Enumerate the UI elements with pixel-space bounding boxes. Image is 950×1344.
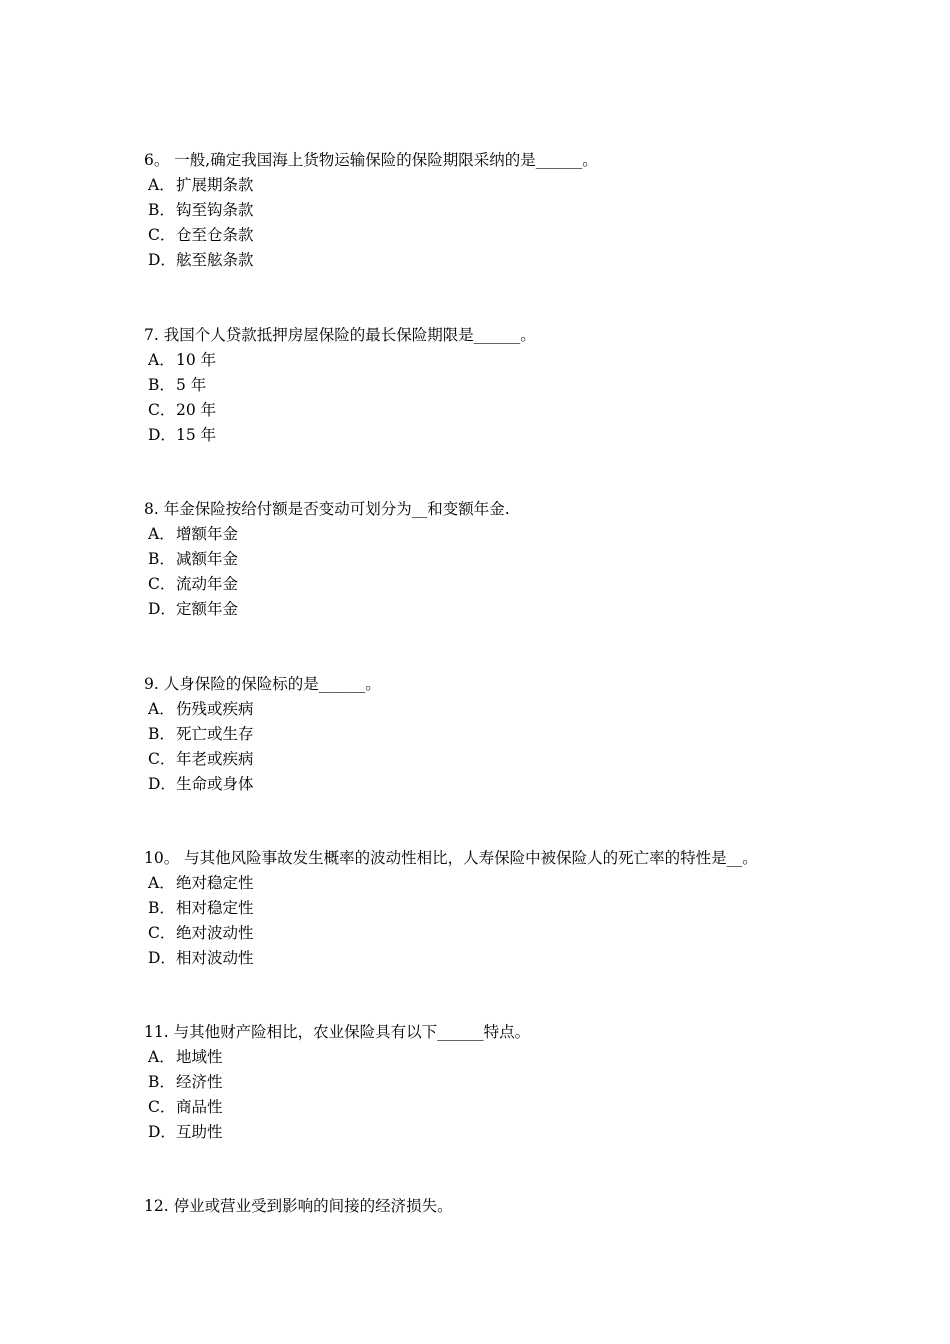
question-text: 12. 停业或营业受到影响的间接的经济损失。 [144, 1197, 453, 1215]
question-6 [144, 148, 904, 273]
option-text: 钩至钩条款 [176, 201, 254, 219]
option-c [144, 223, 904, 248]
option-letter: D． [148, 426, 176, 444]
option-b [144, 373, 904, 398]
option-text: 绝对稳定性 [176, 874, 254, 892]
option-d [144, 772, 904, 797]
option-d [144, 597, 904, 622]
option-text: 生命或身体 [176, 775, 254, 793]
option-text: 绝对波动性 [176, 924, 254, 942]
option-text: 死亡或生存 [176, 725, 254, 743]
option-letter: C． [148, 750, 176, 768]
option-text: 扩展期条款 [176, 176, 254, 194]
option-d [144, 423, 904, 448]
question-text: 7. 我国个人贷款抵押房屋保险的最长保险期限是______。 [144, 326, 536, 344]
option-b [144, 198, 904, 223]
option-text: 年老或疾病 [176, 750, 254, 768]
option-text: 经济性 [176, 1073, 223, 1091]
question-8 [144, 497, 904, 622]
question-text: 10。 与其他风险事故发生概率的波动性相比，人寿保险中被保险人的死亡率的特性是__。 [144, 849, 758, 867]
option-letter: B． [148, 899, 175, 917]
option-letter: A． [148, 874, 175, 892]
option-b [144, 722, 904, 747]
option-letter: B． [148, 725, 175, 743]
option-text: 10 年 [176, 351, 217, 369]
option-text: 5 年 [176, 376, 207, 394]
option-a [144, 697, 904, 722]
option-c [144, 747, 904, 772]
option-text: 相对稳定性 [176, 899, 254, 917]
option-letter: A． [148, 351, 175, 369]
option-c [144, 921, 904, 946]
option-d [144, 946, 904, 971]
option-letter: A． [148, 525, 175, 543]
option-letter: C． [148, 924, 176, 942]
option-b [144, 896, 904, 921]
option-b [144, 547, 904, 572]
option-b [144, 1070, 904, 1095]
option-text: 相对波动性 [176, 949, 254, 967]
option-text: 伤残或疾病 [176, 700, 254, 718]
question-7 [144, 323, 904, 448]
option-letter: D． [148, 949, 176, 967]
option-text: 减额年金 [176, 550, 239, 568]
option-text: 地域性 [176, 1048, 223, 1066]
option-c [144, 398, 904, 423]
option-d [144, 248, 904, 273]
option-letter: B． [148, 1073, 175, 1091]
question-text: 9. 人身保险的保险标的是______。 [144, 675, 381, 693]
question-11 [144, 1020, 904, 1145]
option-letter: A． [148, 1048, 175, 1066]
option-letter: D． [148, 251, 176, 269]
option-text: 舷至舷条款 [176, 251, 254, 269]
option-text: 15 年 [176, 426, 217, 444]
option-text: 商品性 [176, 1098, 223, 1116]
option-letter: B． [148, 550, 175, 568]
question-text: 11. 与其他财产险相比，农业保险具有以下______特点。 [144, 1023, 531, 1041]
option-letter: B． [148, 376, 175, 394]
option-c [144, 1095, 904, 1120]
option-letter: D． [148, 775, 176, 793]
option-text: 仓至仓条款 [176, 226, 254, 244]
option-a [144, 173, 904, 198]
option-letter: A． [148, 176, 175, 194]
option-letter: D． [148, 600, 176, 618]
option-text: 定额年金 [176, 600, 239, 618]
option-text: 20 年 [176, 401, 217, 419]
option-text: 增额年金 [176, 525, 239, 543]
question-text: 6。 一般,确定我国海上货物运输保险的保险期限采纳的是______。 [144, 151, 598, 169]
option-letter: C． [148, 401, 176, 419]
option-a [144, 871, 904, 896]
question-text: 8. 年金保险按给付额是否变动可划分为__和变额年金. [144, 500, 510, 518]
question-12 [144, 1194, 904, 1219]
option-letter: C． [148, 226, 176, 244]
option-d [144, 1120, 904, 1145]
option-a [144, 522, 904, 547]
question-9 [144, 672, 904, 797]
option-letter: C． [148, 575, 176, 593]
option-letter: B． [148, 201, 175, 219]
option-text: 互助性 [176, 1123, 223, 1141]
option-a [144, 348, 904, 373]
option-a [144, 1045, 904, 1070]
question-10 [144, 846, 904, 971]
option-text: 流动年金 [176, 575, 239, 593]
option-letter: D． [148, 1123, 176, 1141]
option-c [144, 572, 904, 597]
option-letter: C． [148, 1098, 176, 1116]
option-letter: A． [148, 700, 175, 718]
